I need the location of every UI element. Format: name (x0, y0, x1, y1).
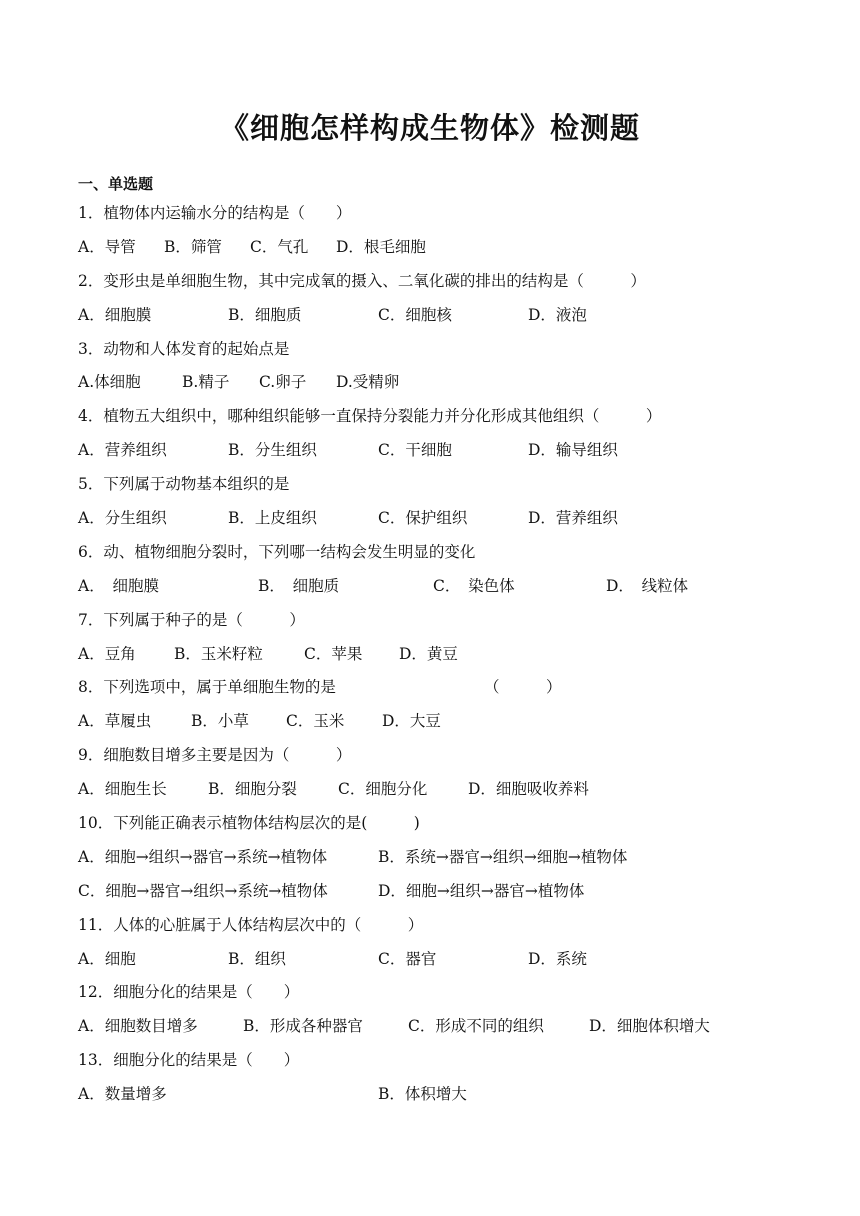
option-row (78, 434, 798, 468)
question-stem: 12．细胞分化的结果是（ ） (78, 983, 300, 1002)
option-b: B．分生组织 (228, 441, 317, 460)
question-stem: 3．动物和人体发育的起始点是 (78, 339, 290, 358)
option-c: C．形成不同的组织 (408, 1017, 544, 1036)
option-d: D．根毛细胞 (336, 237, 426, 256)
option-row (78, 638, 798, 672)
question-stem: 6．动、植物细胞分裂时，下列哪一结构会发生明显的变化 (78, 542, 476, 561)
section-heading: 一、单选题 (78, 175, 154, 193)
question-stem: 5．下列属于动物基本组织的是 (78, 475, 290, 494)
question-stem: 11．人体的心脏属于人体结构层次中的（ ） (78, 915, 424, 934)
option-d: D．输导组织 (528, 441, 618, 460)
option-c: C.卵子 (259, 373, 307, 392)
option-b: B．体积增大 (378, 1085, 467, 1104)
option-c: C．细胞核 (378, 305, 452, 324)
option-c: C．气孔 (250, 237, 309, 256)
option-c: C．保护组织 (378, 509, 468, 528)
option-row (78, 502, 798, 536)
option-row (78, 366, 798, 400)
option-a: A．细胞生长 (78, 780, 167, 799)
option-c: C．器官 (378, 949, 437, 968)
option-c: C．苹果 (304, 644, 363, 663)
page-title: 《细胞怎样构成生物体》检测题 (219, 111, 640, 145)
option-row (78, 705, 798, 739)
question-stem: 7．下列属于种子的是（ ） (78, 610, 305, 629)
option-c: C． 染色体 (433, 576, 515, 595)
option-a: A．营养组织 (78, 441, 167, 460)
option-d: D．细胞体积增大 (589, 1017, 710, 1036)
option-a: A．细胞数目增多 (78, 1017, 198, 1036)
option-b: B．细胞质 (228, 305, 302, 324)
option-d: D．黄豆 (399, 644, 458, 663)
option-row (78, 1010, 798, 1044)
option-a: A．细胞膜 (78, 305, 152, 324)
option-b: B．系统→器官→组织→细胞→植物体 (378, 847, 628, 866)
option-row (78, 841, 798, 875)
option-b: B.精子 (182, 373, 230, 392)
question-list (78, 197, 798, 1112)
option-row (78, 773, 798, 807)
question-stem: 10．下列能正确表示植物体结构层次的是( ) (78, 814, 420, 833)
option-d: D．大豆 (382, 712, 441, 731)
question-text: 8．下列选项中，属于单细胞生物的是 (78, 678, 336, 697)
option-c: C．干细胞 (378, 441, 452, 460)
option-c: C．玉米 (286, 712, 345, 731)
option-b: B．玉米籽粒 (174, 644, 263, 663)
option-row (78, 943, 798, 977)
answer-paren: （ ） (484, 678, 562, 697)
option-b: B．形成各种器官 (243, 1017, 363, 1036)
option-c: C．细胞分化 (338, 780, 428, 799)
option-d: D． 线粒体 (606, 576, 689, 595)
question-stem: 1．植物体内运输水分的结构是（ ） (78, 204, 352, 222)
option-d: D．系统 (528, 949, 587, 968)
option-d: D．细胞→组织→器官→植物体 (378, 881, 585, 900)
option-b: B．小草 (191, 712, 249, 731)
question-stem: 4．植物五大组织中，哪种组织能够一直保持分裂能力并分化形成其他组织（ ） (78, 407, 662, 426)
option-b: B．筛管 (164, 237, 222, 256)
option-a: A．分生组织 (78, 509, 167, 528)
option-b: B． 细胞质 (258, 576, 340, 595)
option-d: D．液泡 (528, 305, 587, 324)
option-d: D.受精卵 (336, 373, 400, 392)
option-b: B．组织 (228, 949, 286, 968)
option-a: A．草履虫 (78, 712, 152, 731)
option-row (78, 570, 798, 604)
option-row (78, 1078, 798, 1112)
option-row (78, 875, 798, 909)
option-a: A.体细胞 (78, 373, 141, 392)
question-stem: 9．细胞数目增多主要是因为（ ） (78, 746, 352, 765)
option-row (78, 231, 798, 265)
option-c: C．细胞→器官→组织→系统→植物体 (78, 881, 328, 900)
option-d: D．营养组织 (528, 509, 618, 528)
option-a: A． 细胞膜 (78, 576, 159, 595)
option-a: A．细胞→组织→器官→系统→植物体 (78, 847, 328, 866)
question-stem: 2．变形虫是单细胞生物，其中完成氧的摄入、二氧化碳的排出的结构是（ ） (78, 271, 646, 290)
question-stem (78, 671, 798, 705)
option-a: A．豆角 (78, 644, 136, 663)
option-d: D．细胞吸收养料 (468, 780, 589, 799)
option-b: B．上皮组织 (228, 509, 317, 528)
option-a: A．数量增多 (78, 1085, 167, 1104)
option-a: A．导管 (78, 237, 136, 256)
question-stem: 13．细胞分化的结果是（ ） (78, 1051, 300, 1070)
option-a: A．细胞 (78, 949, 136, 968)
option-row (78, 299, 798, 333)
option-b: B．细胞分裂 (208, 780, 297, 799)
